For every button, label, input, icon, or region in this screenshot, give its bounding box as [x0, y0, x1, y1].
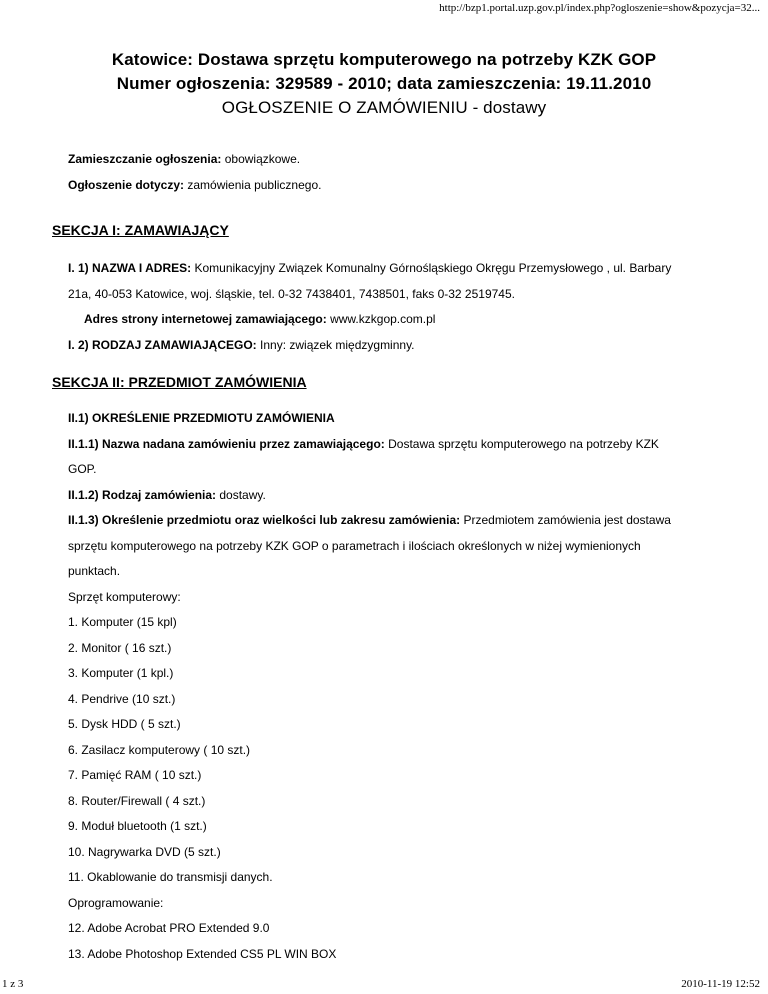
- list-item: 7. Pamięć RAM ( 10 szt.): [68, 768, 202, 782]
- contracting-type-value: Inny: związek międzygminny.: [260, 337, 415, 352]
- notice-type: OGŁOSZENIE O ZAMÓWIENIU - dostawy: [221, 98, 547, 117]
- contract-scope-label: II.1.3) Określenie przedmiotu oraz wielkości lub zakresu zamówienia:: [68, 513, 461, 527]
- notice-title-block: [0, 48, 768, 120]
- notice-number-date: Numer ogłoszenia: 329589 - 2010; data zamieszczenia: 19.11.2010: [116, 74, 652, 93]
- list-item: 13. Adobe Photoshop Extended CS5 PL WIN BOX: [68, 946, 337, 961]
- notice-title: Katowice: Dostawa sprzętu komputerowego na potrzeby KZK GOP: [111, 50, 657, 69]
- section1-body: [68, 256, 708, 358]
- contract-name-row: [68, 432, 708, 458]
- list-item: 1. Komputer (15 kpl): [68, 615, 177, 629]
- name-address-value-1: Komunikacyjny Związek Komunalny Górnośląskiego Okręgu Przemysłowego , ul. Barbary: [194, 261, 672, 275]
- list-item: 3. Komputer (1 kpl.): [68, 666, 174, 680]
- placing-value: obowiązkowe.: [224, 152, 301, 166]
- list-item: 2. Monitor ( 16 szt.): [68, 640, 172, 655]
- print-footer-page: 1 z 3: [2, 978, 24, 990]
- contracting-type-label: I. 2) RODZAJ ZAMAWIAJĄCEGO:: [68, 337, 257, 352]
- contract-name-label: II.1.1) Nazwa nadana zamówieniu przez zamawiającego:: [68, 436, 385, 451]
- section1-heading: SEKCJA I: ZAMAWIAJĄCY: [52, 222, 229, 238]
- section2-body: [68, 406, 708, 967]
- concerns-row: [68, 178, 321, 192]
- contract-kind-row: [68, 483, 708, 509]
- concerns-value: zamówienia publicznego.: [187, 178, 322, 192]
- subject-subheading-text: II.1) OKREŚLENIE PRZEDMIOTU ZAMÓWIENIA: [68, 411, 335, 425]
- list-item: 11. Okablowanie do transmisji danych.: [68, 870, 273, 884]
- placing-label: Zamieszczanie ogłoszenia:: [68, 152, 222, 166]
- website-label: Adres strony internetowej zamawiającego:: [84, 312, 327, 326]
- name-address-label: I. 1) NAZWA I ADRES:: [68, 261, 192, 275]
- contract-scope-value-2: sprzętu komputerowego na potrzeby KZK GOP o parametrach i ilościach określonych w niżej wymienionych: [68, 538, 641, 553]
- list-item: 6. Zasilacz komputerowy ( 10 szt.): [68, 742, 251, 757]
- contract-scope-row: [68, 508, 708, 534]
- contracting-type-row: [68, 333, 708, 359]
- name-address-row: [68, 256, 708, 282]
- list-item: 8. Router/Firewall ( 4 szt.): [68, 793, 206, 808]
- list-item: 9. Moduł bluetooth (1 szt.): [68, 819, 207, 833]
- print-footer-datetime: 2010-11-19 12:52: [681, 978, 760, 990]
- print-header-url: http://bzp1.portal.uzp.gov.pl/index.php?ogloszenie=show&pozycja=32...: [439, 2, 760, 14]
- software-list: [68, 916, 708, 967]
- concerns-label: Ogłoszenie dotyczy:: [68, 178, 185, 192]
- name-address-value-2: 21a, 40-053 Katowice, woj. śląskie, tel. 0-32 7438401, 7438501, faks 0-32 2519745.: [68, 286, 515, 301]
- software-label: Oprogramowanie:: [68, 895, 164, 910]
- contract-scope-value-3: punktach.: [68, 564, 121, 578]
- contract-name-value-1: Dostawa sprzętu komputerowego na potrzeby KZK: [388, 436, 659, 451]
- list-item: 10. Nagrywarka DVD (5 szt.): [68, 844, 221, 859]
- contract-kind-label: II.1.2) Rodzaj zamówienia:: [68, 487, 217, 502]
- website-row: [68, 307, 708, 333]
- contract-kind-value: dostawy.: [219, 487, 266, 502]
- website-value: www.kzkgop.com.pl: [330, 312, 436, 326]
- list-item: 5. Dysk HDD ( 5 szt.): [68, 717, 181, 731]
- hardware-label: Sprzęt komputerowy:: [68, 589, 181, 604]
- subject-subheading: [68, 406, 708, 432]
- contract-scope-value-1: Przedmiotem zamówienia jest dostawa: [463, 513, 671, 527]
- list-item: 12. Adobe Acrobat PRO Extended 9.0: [68, 921, 270, 935]
- hardware-list: [68, 610, 708, 891]
- list-item: 4. Pendrive (10 szt.): [68, 691, 176, 706]
- placing-row: [68, 152, 300, 166]
- section2-heading: SEKCJA II: PRZEDMIOT ZAMÓWIENIA: [52, 374, 307, 390]
- contract-name-value-2: GOP.: [68, 462, 97, 476]
